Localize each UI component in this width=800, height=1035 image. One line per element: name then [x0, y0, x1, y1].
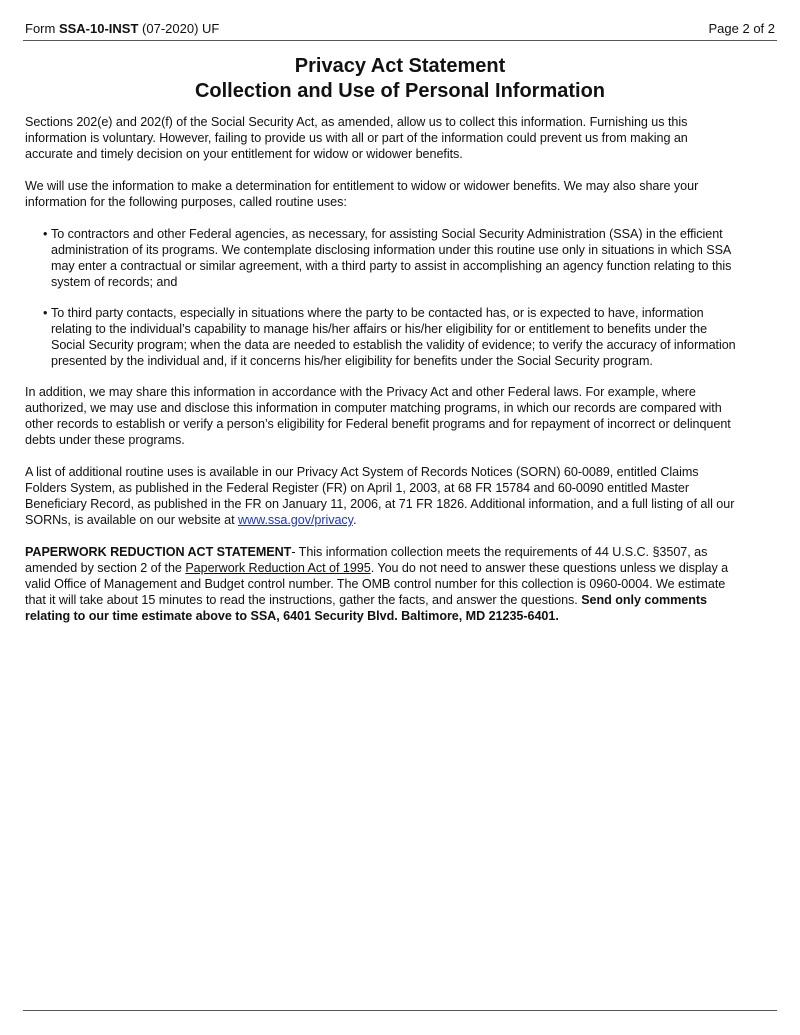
text-line	[51, 321, 785, 337]
bold-text: PAPERWORK REDUCTION ACT STATEMENT	[25, 545, 292, 559]
closing-paragraphs	[25, 384, 785, 624]
form-prefix: Form	[25, 21, 59, 36]
text-segment: that it will take about 15 minutes to read the instructions, gather the facts, and answer the questions.	[25, 593, 582, 607]
text-segment: In addition, we may share this information in accordance with the Privacy Act and other Federal laws. For example, where	[25, 385, 696, 399]
text-segment: To contractors and other Federal agencies, as necessary, for assisting Social Security Administration (SSA) in the efficient	[51, 227, 723, 241]
text-segment: debts under these programs.	[25, 433, 185, 447]
text-segment: .	[353, 513, 357, 527]
text-line	[25, 400, 785, 416]
paragraph	[25, 464, 785, 528]
text-line	[51, 274, 785, 290]
header-divider	[23, 40, 777, 41]
text-line	[51, 337, 785, 353]
title-line-1: Privacy Act Statement	[294, 55, 506, 77]
text-line	[25, 560, 785, 576]
text-line	[25, 512, 785, 528]
text-segment: information for the following purposes, called routine uses:	[25, 195, 347, 209]
routine-use-item	[25, 226, 785, 290]
text-line	[51, 226, 785, 242]
paragraph	[25, 544, 785, 624]
privacy-link[interactable]: www.ssa.gov/privacy	[238, 513, 353, 527]
text-segment: . You do not need to answer these questions unless we display a	[370, 561, 729, 575]
text-segment: system of records; and	[51, 275, 178, 289]
text-segment: may enter a contractual or similar agreement, with a third party to assist in accomplishing an agency function relating to this	[51, 259, 732, 273]
text-segment: authorized, we may use and disclose this information in computer matching programs, in which our records are compared with	[25, 401, 722, 415]
text-line	[25, 432, 785, 448]
text-line	[25, 384, 785, 400]
text-line	[25, 592, 785, 608]
text-segment: To third party contacts, especially in situations where the party to be contacted has, or is expected to have, information	[51, 306, 704, 320]
intro-paragraphs	[25, 114, 785, 210]
document-body	[25, 114, 785, 640]
footer-divider	[23, 1010, 777, 1011]
text-segment: other records to establish or verify a person’s eligibility for Federal benefit programs and for repayment of incorrect or delinquent	[25, 417, 731, 431]
text-line	[51, 258, 785, 274]
text-segment: Sections 202(e) and 202(f) of the Social Security Act, as amended, allow us to collect this information. Furnishing us this	[25, 115, 688, 129]
text-segment: presented by the individual and, if it concerns his/her eligibility for benefits under the Social Security program.	[51, 354, 653, 368]
text-line	[25, 544, 785, 560]
text-line	[25, 114, 785, 130]
text-segment: We will use the information to make a determination for entitlement to widow or widower benefits. We may also share your	[25, 179, 699, 193]
routine-uses-list	[25, 226, 785, 369]
text-segment: SORNs, is available on our website at	[25, 513, 238, 527]
text-line	[25, 496, 785, 512]
title-line-2: Collection and Use of Personal Information	[194, 80, 606, 102]
text-segment: A list of additional routine uses is available in our Privacy Act System of Records Notices (SORN) 60-0089, entitled Claims	[25, 465, 699, 479]
bullet-icon: •	[43, 306, 48, 320]
text-line	[25, 130, 785, 146]
text-line	[51, 353, 785, 369]
text-segment: amended by section 2 of the	[25, 561, 186, 575]
paragraph	[25, 114, 785, 162]
text-line	[25, 194, 785, 210]
page-number: Page 2 of 2	[708, 21, 775, 36]
text-segment: information is voluntary. However, failing to provide us with all or part of the information could prevent us from making an	[25, 131, 688, 145]
text-segment: - This information collection meets the requirements of 44 U.S.C. §3507, as	[291, 545, 708, 559]
text-segment: Social Security program; when the data are needed to establish the validity of evidence; to verify the accuracy of information	[51, 338, 736, 352]
text-line	[25, 480, 785, 496]
routine-use-item	[25, 305, 785, 369]
page-title	[0, 54, 800, 104]
text-line	[51, 305, 785, 321]
bold-text: relating to our time estimate above to SSA, 6401 Security Blvd. Baltimore, MD 21235-6401.	[25, 609, 559, 623]
form-number: SSA-10-INST	[58, 21, 139, 36]
text-segment: valid Office of Management and Budget control number. The OMB control number for this collection is 0960-0004. We estimate	[25, 577, 726, 591]
paragraph	[25, 178, 785, 210]
form-id	[25, 21, 219, 36]
text-segment: Beneficiary Record, as published in the FR on January 11, 2006, at 71 FR 1826. Additional information, and a full listing of all our	[25, 497, 735, 511]
text-line	[25, 146, 785, 162]
act-reference: Paperwork Reduction Act of 1995	[185, 561, 371, 575]
bullet-icon: •	[43, 227, 48, 241]
text-line	[25, 178, 785, 194]
text-segment: accurate and timely decision on your entitlement for widow or widower benefits.	[25, 147, 463, 161]
text-segment: Folders System, as published in the Federal Register (FR) on April 1, 2003, at 68 FR 15784 and 60-0090 entitled Master	[25, 481, 690, 495]
page-header	[25, 21, 775, 36]
text-line	[51, 242, 785, 258]
text-segment: relating to the individual’s capability to manage his/her affairs or his/her eligibility for or entitlement to benefits under the	[51, 322, 708, 336]
text-line	[25, 608, 785, 624]
bold-text: Send only comments	[581, 593, 707, 607]
text-line	[25, 464, 785, 480]
text-line	[25, 416, 785, 432]
text-line	[25, 576, 785, 592]
form-revision: (07-2020) UF	[138, 21, 220, 36]
paragraph	[25, 384, 785, 448]
text-segment: administration of its programs. We contemplate disclosing information under this routine use only in situations in which SSA	[51, 243, 732, 257]
